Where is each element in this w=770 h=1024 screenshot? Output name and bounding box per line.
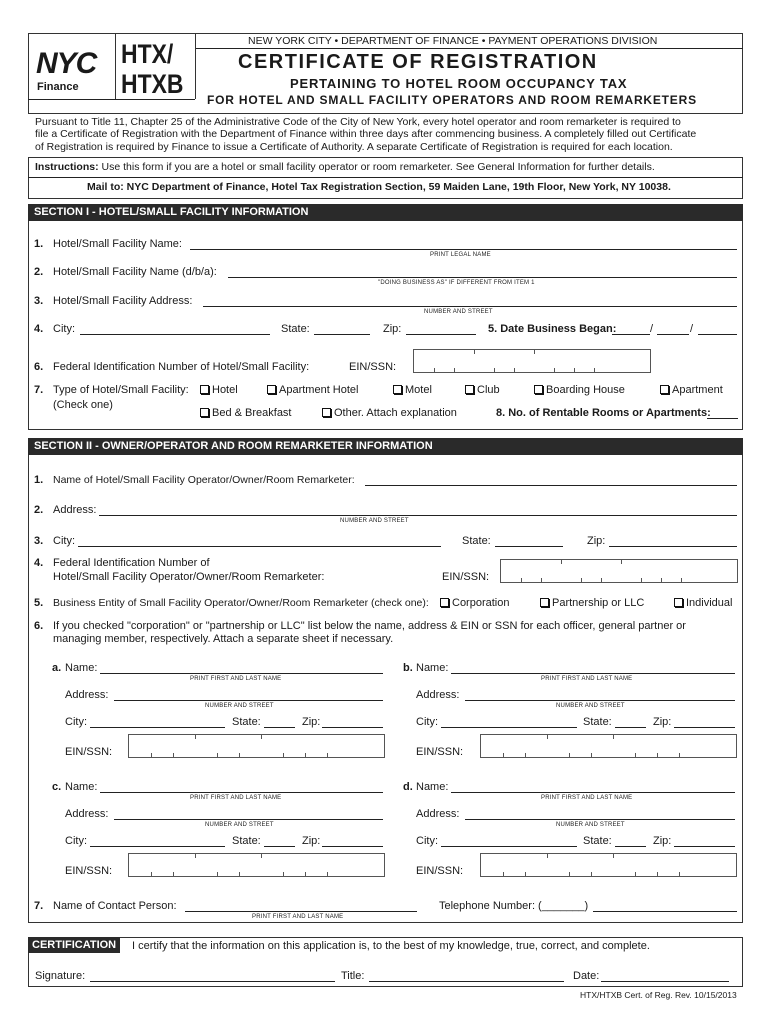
section-2-frame — [28, 438, 743, 923]
officer-c-ein-input[interactable] — [128, 853, 385, 877]
officer-c-name-field[interactable] — [100, 792, 383, 793]
s1-q2-hint: "DOING BUSINESS AS" IF DIFFERENT FROM ITEM 1 — [378, 280, 535, 286]
officer-b-ein-label: EIN/SSN: — [416, 746, 464, 758]
officer-d-name-hint: PRINT FIRST AND LAST NAME — [541, 795, 633, 801]
s1-legal-name-field[interactable] — [190, 249, 737, 250]
officer-d-zip-field[interactable] — [674, 846, 735, 847]
officer-d-city-label: City: — [416, 835, 438, 847]
officer-b-address-label: Address: — [416, 689, 460, 701]
checkbox-icon[interactable] — [322, 408, 331, 417]
s1-type-motel[interactable] — [393, 384, 432, 396]
instructions — [35, 161, 655, 173]
s2-state-label: State: — [462, 535, 491, 547]
form-code-htxb: HTXB — [121, 69, 184, 99]
officer-a-ein-label: EIN/SSN: — [65, 746, 113, 758]
officer-a-address-field[interactable] — [114, 700, 383, 701]
s1-zip-field[interactable] — [406, 334, 476, 335]
s1-type-apartment[interactable] — [660, 384, 723, 396]
officer-d-state-label: State: — [583, 835, 612, 847]
officer-c-zip-label: Zip: — [302, 835, 321, 847]
officer-c-address-field[interactable] — [114, 819, 383, 820]
intro-line-1: Pursuant to Title 11, Chapter 25 of the Administrative Code of the City of New York, every hotel operator and room remarketer is required to — [35, 116, 681, 128]
s1-rooms-field[interactable] — [707, 418, 738, 419]
checkbox-icon[interactable] — [200, 408, 209, 417]
mail-to: Mail to: NYC Department of Finance, Hotel Tax Registration Section, 59 Maiden Lane, 19th Floor, New York, NY 10038. — [87, 181, 671, 193]
checkbox-icon[interactable] — [393, 385, 402, 394]
s1-type-apartment-label: Apartment — [672, 384, 723, 396]
s1-date-sep-1: / — [650, 323, 654, 335]
intro-line-3: of Registration is required by Finance to issue a Certificate of Authority. A separate Certificate of Registration is required for each location. — [35, 141, 673, 153]
s1-q1-label: Hotel/Small Facility Name: — [53, 238, 182, 250]
s2-q5-label: Business Entity of Small Facility Operator/Owner/Room Remarketer (check one): — [53, 597, 429, 609]
officer-b-state-label: State: — [583, 716, 612, 728]
officer-a-letter: a. — [52, 662, 62, 674]
instructions-label: Instructions: — [35, 161, 99, 173]
s1-q7-sublabel: (Check one) — [53, 399, 113, 411]
logo-subtext: Finance — [37, 81, 79, 93]
officer-a-ein-input[interactable] — [128, 734, 385, 758]
officer-b-zip-field[interactable] — [674, 727, 735, 728]
officer-b-city-field[interactable] — [441, 727, 577, 728]
officer-d-address-label: Address: — [416, 808, 460, 820]
s2-contact-field[interactable] — [185, 911, 417, 912]
s2-q7-number: 7. — [34, 900, 44, 912]
s1-q5-label: 5. Date Business Began: — [488, 323, 617, 335]
s1-type-bed-breakfast-label: Bed & Breakfast — [212, 407, 292, 419]
s2-q4-label-b: Hotel/Small Facility Operator/Owner/Room Remarketer: — [53, 571, 325, 583]
s1-city-field[interactable] — [80, 334, 270, 335]
officer-a-city-field[interactable] — [90, 727, 225, 728]
officer-d-name-label: Name: — [416, 781, 449, 793]
s2-q2-hint: NUMBER AND STREET — [340, 518, 409, 524]
s1-date-year-field[interactable] — [698, 334, 737, 335]
s1-q6-number: 6. — [34, 361, 44, 373]
s2-city-field[interactable] — [78, 546, 441, 547]
officer-b-state-field[interactable] — [615, 727, 646, 728]
s1-city-label: City: — [53, 323, 75, 335]
s2-q6-number: 6. — [34, 620, 44, 632]
officer-d-letter: d. — [403, 781, 413, 793]
s1-q8-label: 8. No. of Rentable Rooms or Apartments: — [496, 407, 711, 419]
form-title: CERTIFICATE OF REGISTRATION — [238, 51, 598, 73]
officer-b-letter: b. — [403, 662, 413, 674]
checkbox-icon[interactable] — [534, 385, 543, 394]
s1-state-field[interactable] — [314, 334, 370, 335]
officer-c-address-label: Address: — [65, 808, 109, 820]
s1-type-boarding-house[interactable] — [534, 384, 625, 396]
section-2-title: SECTION II - OWNER/OPERATOR AND ROOM REMARKETER INFORMATION — [28, 438, 743, 455]
s1-type-apartment-hotel[interactable] — [267, 384, 358, 396]
checkbox-icon[interactable] — [267, 385, 276, 394]
date-field[interactable] — [601, 981, 729, 982]
s1-q2-number: 2. — [34, 266, 44, 278]
officer-b-city-label: City: — [416, 716, 438, 728]
s2-entity-individual[interactable] — [674, 597, 732, 609]
s1-q7-number: 7. — [34, 384, 44, 396]
s2-zip-label: Zip: — [587, 535, 606, 547]
form-subtitle-1: PERTAINING TO HOTEL ROOM OCCUPANCY TAX — [290, 76, 628, 91]
s1-type-club-label: Club — [477, 384, 500, 396]
officer-b-name-hint: PRINT FIRST AND LAST NAME — [541, 676, 633, 682]
officer-c-name-hint: PRINT FIRST AND LAST NAME — [190, 795, 282, 801]
form-code-block — [115, 33, 196, 99]
s1-q3-label: Hotel/Small Facility Address: — [53, 295, 193, 307]
signature-field[interactable] — [90, 981, 335, 982]
officer-a-name-field[interactable] — [100, 673, 383, 674]
s2-ein-input[interactable] — [500, 559, 738, 583]
checkbox-icon[interactable] — [465, 385, 474, 394]
officer-c-city-label: City: — [65, 835, 87, 847]
s1-date-day-field[interactable] — [657, 334, 689, 335]
officer-d-address-hint: NUMBER AND STREET — [556, 822, 625, 828]
s2-q2-number: 2. — [34, 504, 44, 516]
checkbox-icon[interactable] — [540, 598, 549, 607]
s1-q1-hint: PRINT LEGAL NAME — [430, 252, 491, 258]
s2-address-field[interactable] — [99, 515, 737, 516]
s1-type-club[interactable] — [465, 384, 500, 396]
s1-type-hotel-label: Hotel — [212, 384, 238, 396]
officer-b-name-field[interactable] — [451, 673, 735, 674]
form-code-htx: HTX/ — [121, 39, 174, 69]
officer-b-name-label: Name: — [416, 662, 449, 674]
s1-type-apartment-hotel-label: Apartment Hotel — [279, 384, 359, 396]
logo-text: NYC — [36, 47, 97, 80]
officer-a-state-label: State: — [232, 716, 261, 728]
officer-a-zip-field[interactable] — [322, 727, 383, 728]
s1-q1-number: 1. — [34, 238, 44, 250]
s2-q1-number: 1. — [34, 474, 44, 486]
s1-type-motel-label: Motel — [405, 384, 432, 396]
officer-c-letter: c. — [52, 781, 62, 793]
s1-date-sep-2: / — [690, 323, 694, 335]
checkbox-icon[interactable] — [674, 598, 683, 607]
s2-operator-name-field[interactable] — [365, 485, 737, 486]
s2-q1-label: Name of Hotel/Small Facility Operator/Owner/Room Remarketer: — [53, 474, 355, 486]
officer-b-address-field[interactable] — [465, 700, 735, 701]
s2-entity-corporation[interactable] — [440, 597, 509, 609]
officer-d-ein-label: EIN/SSN: — [416, 865, 464, 877]
s2-entity-corporation-label: Corporation — [452, 597, 510, 609]
s2-entity-partnership-label: Partnership or LLC — [552, 597, 645, 609]
officer-a-name-hint: PRINT FIRST AND LAST NAME — [190, 676, 282, 682]
officer-c-address-hint: NUMBER AND STREET — [205, 822, 274, 828]
s1-q6-label: Federal Identification Number of Hotel/Small Facility: — [53, 361, 310, 373]
s1-q3-hint: NUMBER AND STREET — [424, 309, 493, 315]
certification-text: I certify that the information on this application is, to the best of my knowledge, true, correct, and complete. — [132, 940, 650, 952]
officer-d-ein-input[interactable] — [480, 853, 737, 877]
s2-q5-number: 5. — [34, 597, 44, 609]
date-label: Date: — [573, 970, 600, 982]
officer-c-zip-field[interactable] — [322, 846, 383, 847]
s1-date-month-field[interactable] — [612, 334, 650, 335]
s1-dba-field[interactable] — [228, 277, 737, 278]
s2-entity-partnership[interactable] — [540, 597, 644, 609]
title-field[interactable] — [369, 981, 564, 982]
officer-b-zip-label: Zip: — [653, 716, 672, 728]
s1-type-bed-breakfast[interactable] — [200, 407, 292, 419]
s1-q2-label: Hotel/Small Facility Name (d/b/a): — [53, 266, 217, 278]
officer-d-city-field[interactable] — [441, 846, 577, 847]
certification-label: CERTIFICATION — [28, 937, 120, 953]
checkbox-icon[interactable] — [440, 598, 449, 607]
s1-type-hotel[interactable] — [200, 384, 238, 396]
intro-line-2: file a Certificate of Registration with the Department of Finance within three days after commencing business. A completely filled out Certificate — [35, 128, 697, 140]
footer-revision: HTX/HTXB Cert. of Reg. Rev. 10/15/2013 — [580, 990, 737, 1000]
officer-a-state-field[interactable] — [264, 727, 295, 728]
officer-a-address-label: Address: — [65, 689, 109, 701]
s2-ein-label: EIN/SSN: — [442, 571, 490, 583]
s2-q6-label-b: managing member, respectively. Attach a separate sheet if necessary. — [53, 633, 394, 645]
s1-address-field[interactable] — [203, 306, 737, 307]
title-label: Title: — [341, 970, 365, 982]
officer-d-address-field[interactable] — [465, 819, 735, 820]
officer-d-zip-label: Zip: — [653, 835, 672, 847]
section-1-title: SECTION I - HOTEL/SMALL FACILITY INFORMATION — [28, 204, 743, 221]
signature-label: Signature: — [35, 970, 86, 982]
officer-c-state-label: State: — [232, 835, 261, 847]
officer-a-name-label: Name: — [65, 662, 98, 674]
officer-a-address-hint: NUMBER AND STREET — [205, 703, 274, 709]
logo-bottom-line — [28, 99, 195, 100]
checkbox-icon[interactable] — [660, 385, 669, 394]
s1-q7-label: Type of Hotel/Small Facility: — [53, 384, 189, 396]
officer-c-city-field[interactable] — [90, 846, 225, 847]
s2-phone-label: Telephone Number: (_______) — [439, 900, 589, 912]
s2-q4-label-a: Federal Identification Number of — [53, 557, 210, 569]
s2-q4-number: 4. — [34, 557, 44, 569]
s1-q3-number: 3. — [34, 295, 44, 307]
s1-type-boarding-house-label: Boarding House — [546, 384, 625, 396]
nyc-finance-logo — [28, 33, 116, 99]
s1-zip-label: Zip: — [383, 323, 402, 335]
s1-q4-number: 4. — [34, 323, 44, 335]
s2-entity-individual-label: Individual — [686, 597, 733, 609]
s2-zip-field[interactable] — [609, 546, 737, 547]
s2-q2-label: Address: — [53, 504, 97, 516]
officer-b-ein-input[interactable] — [480, 734, 737, 758]
s2-phone-field[interactable] — [593, 911, 737, 912]
officer-c-ein-label: EIN/SSN: — [65, 865, 113, 877]
header-divider — [195, 48, 743, 49]
form-subtitle-2: FOR HOTEL AND SMALL FACILITY OPERATORS AND ROOM REMARKETERS — [207, 93, 697, 107]
s2-q6-label-a: If you checked "corporation" or "partnership or LLC" list below the name, address & EIN or SSN for each officer, general partner or — [53, 620, 686, 632]
officer-a-zip-label: Zip: — [302, 716, 321, 728]
officer-c-name-label: Name: — [65, 781, 98, 793]
s2-q7-label: Name of Contact Person: — [53, 900, 177, 912]
s1-ein-label: EIN/SSN: — [349, 361, 397, 373]
officer-a-city-label: City: — [65, 716, 87, 728]
instructions-text: Use this form if you are a hotel or small facility operator or room remarketer. See General Information for further details. — [101, 161, 655, 173]
officer-d-state-field[interactable] — [615, 846, 646, 847]
s2-q3-number: 3. — [34, 535, 44, 547]
checkbox-icon[interactable] — [200, 385, 209, 394]
s1-type-other[interactable] — [322, 407, 457, 419]
s1-state-label: State: — [281, 323, 310, 335]
instructions-divider — [28, 177, 743, 178]
s2-q7-hint: PRINT FIRST AND LAST NAME — [252, 914, 344, 920]
officer-b-address-hint: NUMBER AND STREET — [556, 703, 625, 709]
officer-d-name-field[interactable] — [451, 792, 735, 793]
department-line: NEW YORK CITY • DEPARTMENT OF FINANCE • PAYMENT OPERATIONS DIVISION — [248, 35, 658, 47]
s1-ein-input[interactable] — [413, 349, 651, 373]
s2-city-label: City: — [53, 535, 75, 547]
s1-type-other-label: Other. Attach explanation — [334, 407, 457, 419]
s2-state-field[interactable] — [495, 546, 563, 547]
officer-c-state-field[interactable] — [264, 846, 295, 847]
